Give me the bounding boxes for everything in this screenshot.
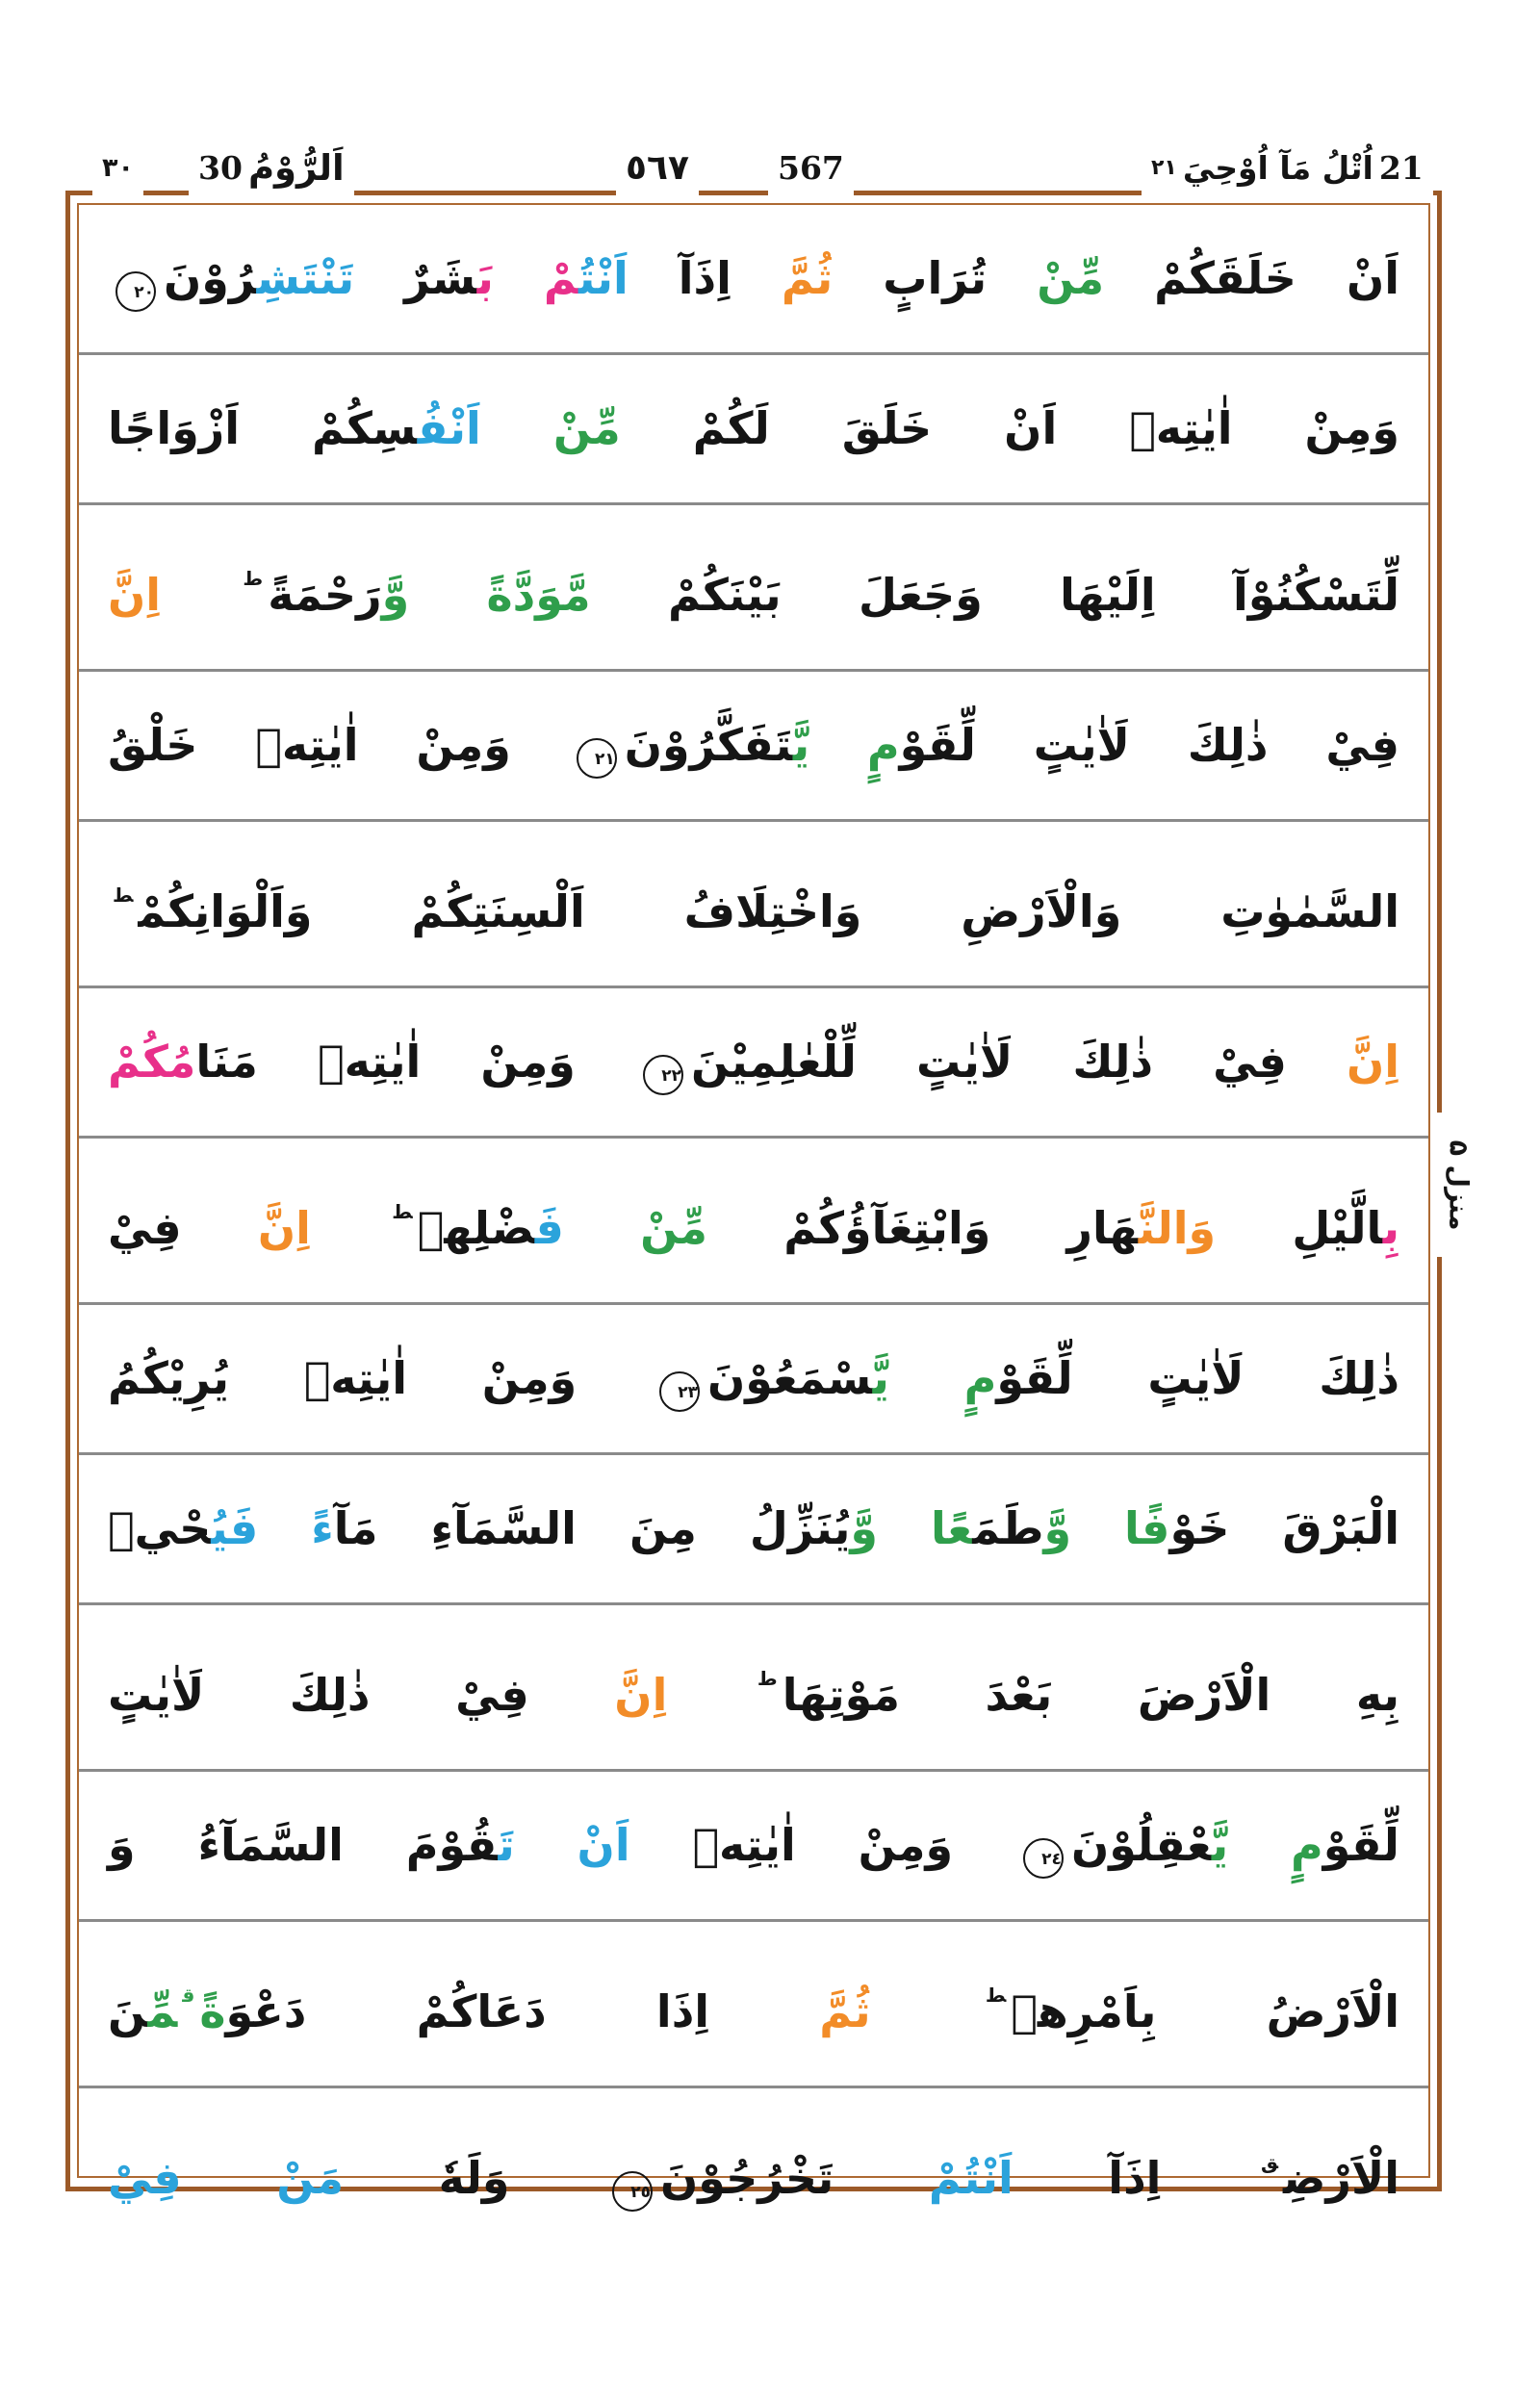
ayah-line-9 [79, 1455, 1428, 1602]
text-segment: تُرَابٍ [833, 252, 988, 304]
text-segment: اَنْتُمْ [834, 2152, 1014, 2204]
text-segment: ذٰلِكَ لَاٰيٰتٍ لِّقَوْ [996, 1352, 1399, 1404]
text-segment: سْمَعُوْنَ [706, 1352, 873, 1404]
text-segment: تَنْتَشِ [256, 252, 355, 304]
text-segment: اَنْفُ [417, 402, 481, 454]
pause-mark: ط [113, 883, 134, 907]
text-segment: فًا وَّ [1043, 1502, 1170, 1554]
ayah-line-11 [79, 1772, 1428, 1919]
pause-mark: ط [757, 1667, 778, 1690]
text-segment: الْاَرْضُ بِاَمْرِهٖ [1011, 1985, 1399, 2037]
text-segment: اَنْتُ [578, 252, 629, 304]
text-segment: مُكُمْ [108, 1036, 196, 1088]
quran-row-8 [79, 1305, 1428, 1455]
text-segment: شَرٌ [354, 252, 477, 304]
quran-row-5 [79, 822, 1428, 988]
text-segment: اِنَّ [108, 569, 239, 621]
verse-number-badge: ٢٢ [643, 1055, 683, 1095]
text-segment: تَخْرُجُوْنَ [660, 2152, 834, 2204]
ayah-line-1 [79, 205, 1428, 352]
surah-number-arabic [92, 141, 143, 196]
ayah-line-7 [79, 1139, 1428, 1302]
text-segment: سِكُمْ اَزْوَاجًا [108, 402, 418, 454]
text-segment: ثُمَّ [709, 1985, 981, 2037]
text-segment: ضْلِهٖ [417, 1202, 535, 1254]
quran-row-7 [79, 1139, 1428, 1305]
text-segment: مٍ يَّ [1211, 1819, 1323, 1871]
text-segment: فِيْ ذٰلِكَ لَاٰيٰتٍ لِّقَوْ [899, 719, 1399, 771]
text-segment: الْبَرْقَ خَوْ [1169, 1502, 1399, 1554]
quran-row-2 [79, 355, 1428, 505]
surah-title [189, 141, 354, 196]
page-number-western [768, 141, 854, 196]
text-segment: ةً [199, 1985, 226, 2037]
juz-title [1142, 141, 1433, 196]
text-segment: عْقِلُوْنَ [1070, 1819, 1212, 1871]
text-segment: وَمِنْ اٰيٰتِهٖ اَنْ خَلَقَ لَكُمْ [620, 402, 1399, 454]
text-segment: نَ [108, 1985, 148, 2037]
quran-row-10 [79, 1605, 1428, 1772]
quran-row-6 [79, 988, 1428, 1139]
pause-mark: ط [392, 1200, 413, 1223]
text-segment: وَمِنْ اٰيٰتِهٖ مَنَا [195, 1036, 636, 1088]
pause-mark: ق [182, 1984, 195, 2007]
text-segment: قُوْمَ السَّمَآءُ وَ [108, 1819, 499, 1871]
quran-row-12 [79, 1922, 1428, 2088]
text-segment: ثُمَّ [731, 252, 834, 304]
manzil-marker-text: منزل ۵ [1443, 1139, 1474, 1230]
text-segment: رَحْمَةً [268, 569, 382, 621]
text-segment: السَّمٰوٰتِ وَالْاَرْضِ وَاخْتِلَافُ اَلْسِنَتِكُمْ وَاَلْوَانِكُمْ [138, 885, 1399, 937]
ayah-line-3 [79, 505, 1428, 669]
verse-number-badge: ٢١ [577, 738, 617, 779]
page-number-arabic [616, 141, 699, 196]
surah-name: اَلرُّوْمُ [247, 147, 345, 189]
text-segment: فِيْ ذٰلِكَ لَاٰيٰتٍ لِّلْعٰلِمِيْنَ [691, 1036, 1287, 1088]
quran-rows [77, 203, 1430, 2204]
juz-number-western: 21 [1378, 149, 1424, 187]
text-segment: الَّيْلِ [1216, 1202, 1383, 1254]
page-number-western-text: 567 [778, 149, 844, 187]
quran-row-3 [79, 505, 1428, 672]
pause-mark: ط [243, 567, 264, 590]
text-segment: مٍ يَّ [872, 1352, 997, 1404]
text-segment: فِيْ [108, 1202, 182, 1254]
text-segment: وَالنَّ [1138, 1202, 1217, 1254]
text-segment: مْ بَ [476, 252, 578, 304]
text-segment: وَلَهٗ [344, 2152, 604, 2204]
text-segment: مِّ [147, 1985, 178, 2037]
text-segment: الْاَرْضِ [1283, 2152, 1399, 2204]
text-segment: بِهِ الْاَرْضَ بَعْدَ مَوْتِهَا [782, 1669, 1399, 1721]
text-segment: عًا وَّ [850, 1502, 973, 1554]
text-segment: يُنَزِّلُ مِنَ السَّمَآءِ مَآ [333, 1502, 851, 1554]
text-segment: فِيْ ذٰلِكَ لَاٰيٰتٍ [108, 1669, 529, 1721]
text-segment: تَفَكَّرُوْنَ [624, 719, 793, 771]
text-segment: وَمِنْ اٰيٰتِهٖ يُرِيْكُمُ [108, 1352, 652, 1404]
text-segment: مَنْ فِيْ [108, 2152, 345, 2204]
text-segment: حْيٖ [108, 1502, 212, 1554]
juz-number-arabic: ٢١ [1151, 156, 1177, 180]
juz-name: اُتْلُ مَآ اُوْحِيَ [1182, 149, 1373, 187]
ayah-line-6 [79, 988, 1428, 1136]
pause-mark: ط [985, 1984, 1007, 2007]
quran-row-13 [79, 2088, 1428, 2252]
text-segment: اَنْ خَلَقَكُمْ [1104, 252, 1399, 304]
ayah-line-4 [79, 672, 1428, 819]
page-number-arabic-text: ٥٦٧ [626, 148, 689, 188]
text-segment: ءً فَيُ [211, 1502, 334, 1554]
text-segment: وَمِنْ اٰيٰتِهٖ [629, 1819, 1015, 1871]
manzil-marker [1431, 1113, 1485, 1257]
ayah-line-12 [79, 1922, 1428, 2086]
quran-row-4 [79, 672, 1428, 822]
surah-number-arabic-text: ٣٠ [102, 153, 134, 183]
text-segment: وَمِنْ اٰيٰتِهٖ خَلْقُ [108, 719, 569, 771]
text-segment: اِذَآ [628, 252, 732, 304]
text-segment: اَنْ تَ [498, 1819, 630, 1871]
text-segment: مِّنْ [987, 252, 1105, 304]
quran-row-11 [79, 1772, 1428, 1922]
ayah-line-2 [79, 355, 1428, 502]
ayah-line-10 [79, 1605, 1428, 1769]
ayah-line-8 [79, 1305, 1428, 1452]
text-segment: لِّتَسْكُنُوْآ اِلَيْهَا وَجَعَلَ بَيْنَكُمْ [590, 569, 1399, 621]
text-segment: هَارِ وَابْتِغَآؤُكُمْ [706, 1202, 1139, 1254]
text-segment: بِ [1382, 1202, 1400, 1254]
verse-number-badge: ٢٣ [659, 1371, 700, 1412]
text-segment: مِّنْ [480, 402, 621, 454]
text-segment: فَ [534, 1202, 564, 1254]
ayah-line-13 [79, 2088, 1428, 2252]
surah-number-western: 30 [198, 149, 243, 187]
verse-number-badge: ٢٠ [116, 271, 156, 312]
ayah-line-5 [79, 822, 1428, 986]
text-segment: لِّقَوْ [1322, 1819, 1399, 1871]
text-segment: مَّوَدَّةً وَّ [381, 569, 591, 621]
text-segment: اِنَّ [181, 1202, 388, 1254]
text-segment: اِنَّ [528, 1669, 753, 1721]
text-segment: اِذَا دَعَاكُمْ دَعْوَ [225, 1985, 710, 2037]
text-segment: رُوْنَ [164, 252, 257, 304]
text-segment: طَمَ [972, 1502, 1044, 1554]
verse-number-badge: ٢٥ [612, 2171, 653, 2212]
text-segment: اِنَّ [1286, 1036, 1399, 1088]
text-segment: اِذَآ [1013, 2152, 1257, 2204]
text-segment: مِّنْ [563, 1202, 707, 1254]
quran-row-9 [79, 1455, 1428, 1605]
verse-number-badge: ٢٤ [1023, 1838, 1064, 1879]
quran-row-1 [79, 205, 1428, 355]
text-segment: مٍ يَّ [792, 719, 900, 771]
pause-mark: ق [1261, 2150, 1279, 2173]
